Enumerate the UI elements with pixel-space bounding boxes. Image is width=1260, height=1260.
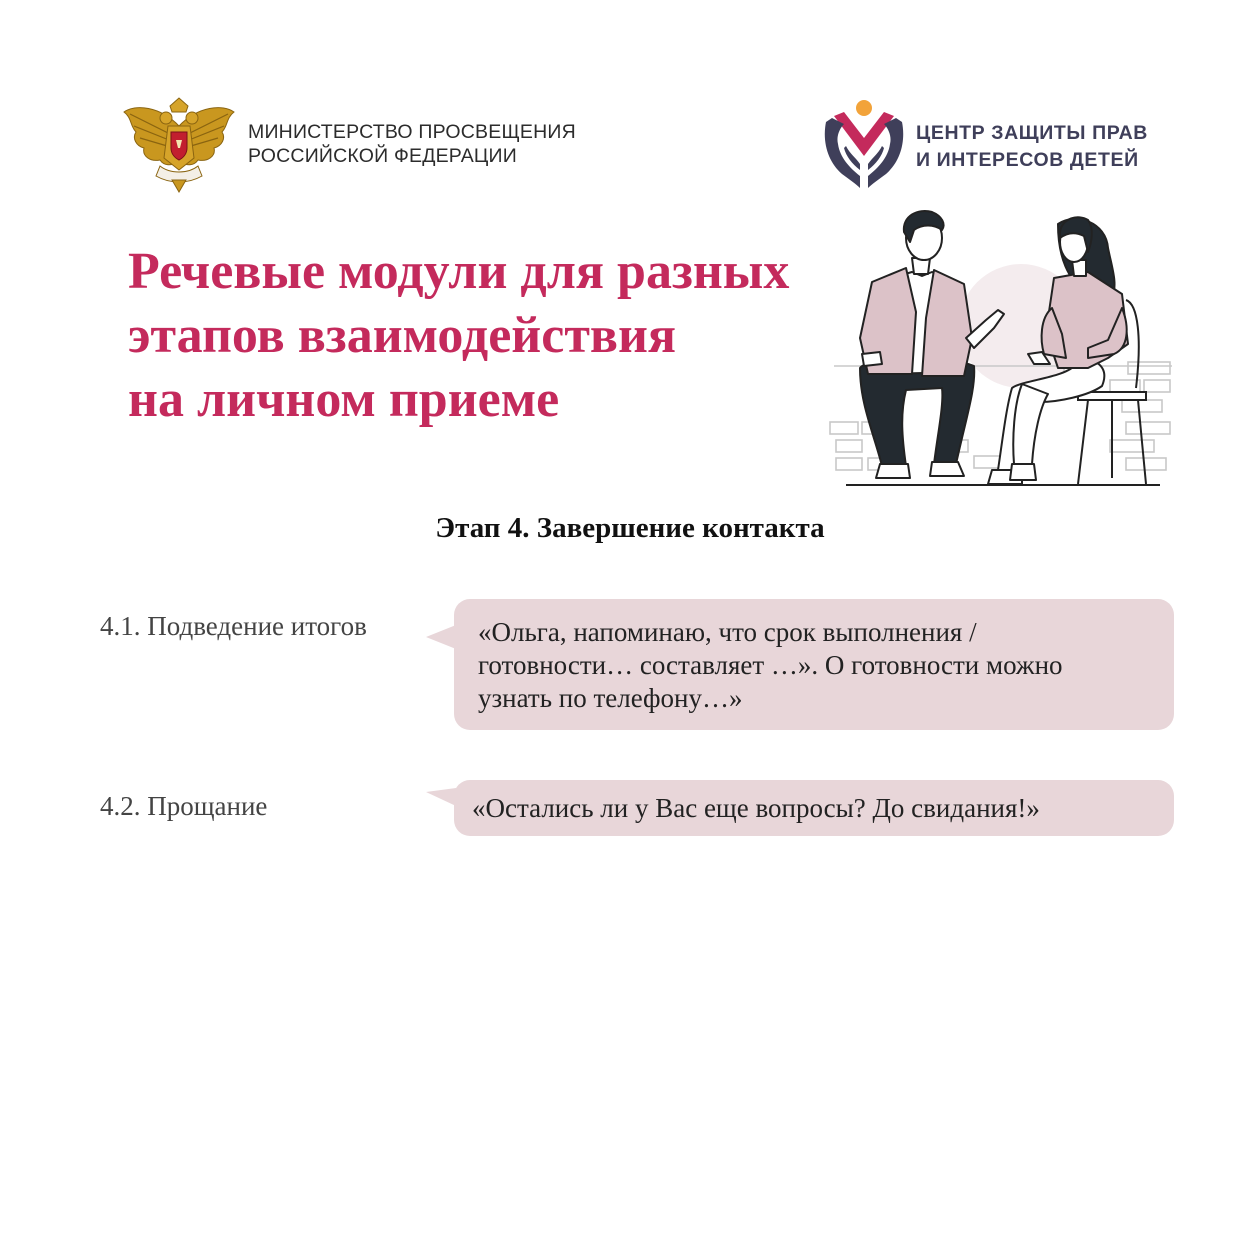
page-title-line: на личном приеме bbox=[128, 371, 560, 428]
ministry-name-line: МИНИСТЕРСТВО ПРОСВЕЩЕНИЯ bbox=[248, 121, 576, 143]
page-title bbox=[128, 240, 848, 432]
speech-bubble-tail bbox=[426, 788, 456, 806]
two-people-conversation-illustration-icon bbox=[826, 208, 1176, 492]
speech-bubble-line: готовности… составляет …». О готовности можно bbox=[478, 650, 1063, 680]
ministry-emblem-icon bbox=[120, 96, 238, 194]
ministry-name bbox=[248, 120, 608, 168]
center-name bbox=[916, 120, 1236, 174]
speech-bubble bbox=[454, 599, 1174, 730]
speech-bubble-tail bbox=[426, 625, 456, 649]
row-label: 4.1. Подведение итогов bbox=[100, 611, 367, 641]
page-title-line: Речевые модули для разных bbox=[128, 243, 790, 300]
row-label: 4.2. Прощание bbox=[100, 791, 268, 821]
center-name-line: ЦЕНТР ЗАЩИТЫ ПРАВ bbox=[916, 122, 1148, 144]
speech-bubble-line: узнать по телефону…» bbox=[478, 683, 743, 713]
speech-bubble bbox=[454, 780, 1174, 836]
speech-bubble-line: «Ольга, напоминаю, что срок выполнения / bbox=[478, 617, 977, 647]
speech-bubble-line: «Остались ли у Вас еще вопросы? До свидания!» bbox=[472, 793, 1040, 823]
ministry-name-line: РОССИЙСКОЙ ФЕДЕРАЦИИ bbox=[248, 145, 517, 167]
hands-heart-logo-icon bbox=[820, 98, 908, 190]
stage-heading: Этап 4. Завершение контакта bbox=[435, 512, 825, 544]
center-name-line: И ИНТЕРЕСОВ ДЕТЕЙ bbox=[916, 149, 1139, 171]
page-title-line: этапов взаимодействия bbox=[128, 307, 677, 364]
